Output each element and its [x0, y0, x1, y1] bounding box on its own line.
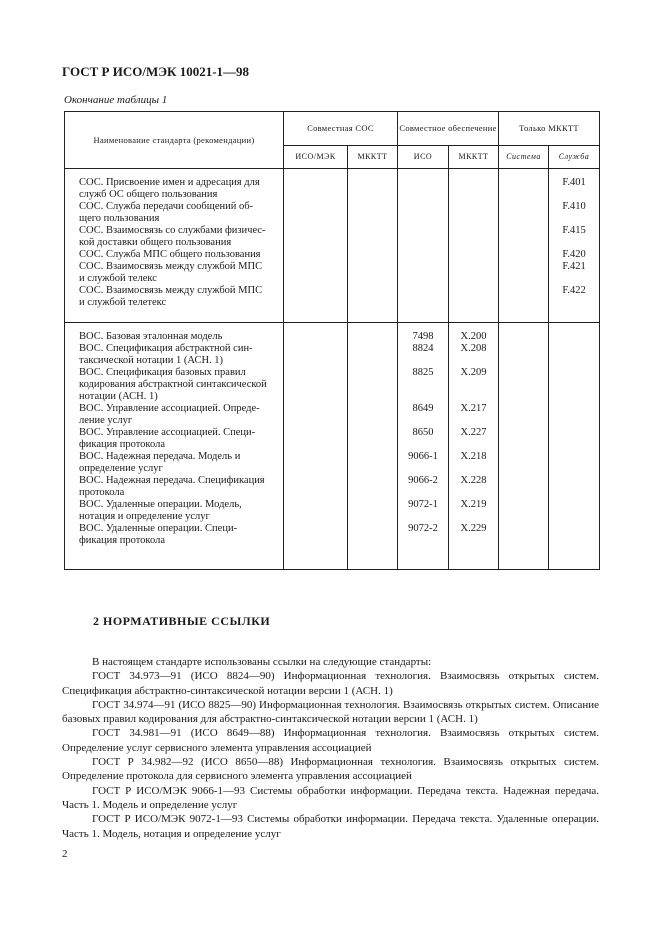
standard-name-line: СОС. Взаимосвязь между службой МПС	[79, 261, 263, 272]
header-iso-iec: ИСО/МЭК	[284, 145, 348, 168]
table-cell-value	[398, 535, 448, 547]
header-system: Система	[499, 145, 549, 168]
standard-name-line: ВОС. Спецификация базовых правил	[79, 367, 246, 378]
table-cell-value: 8825	[412, 367, 434, 378]
table-cell-value: F.422	[562, 285, 586, 296]
table-cell-value	[449, 415, 498, 427]
standards-table	[64, 111, 600, 570]
table-cell-value	[398, 463, 448, 475]
page-number: 2	[62, 848, 68, 860]
table-cell-value	[549, 213, 599, 225]
table-cell-value	[449, 487, 498, 499]
table-cell-value: X.208	[460, 343, 487, 354]
standard-name-line: ВОС. Управление ассоциацией. Специ-	[79, 427, 256, 438]
table-cell-value: 8824	[412, 343, 434, 354]
standard-name-line: ВОС. Надежная передача. Модель и	[79, 451, 241, 462]
standard-name-line: протокола	[79, 487, 125, 498]
table-cell-value: F.401	[562, 177, 586, 188]
table-cell-value	[398, 511, 448, 523]
table-cell-value: 9072-1	[408, 499, 438, 510]
table-cell-value: X.200	[460, 331, 487, 342]
standard-name-line: нотация и определение услуг	[79, 511, 210, 522]
standard-name-line: ВОС. Удаленные операции. Модель,	[79, 499, 242, 510]
table-cell-value: X.229	[460, 523, 487, 534]
standard-name-line: нотации (АСН. 1)	[79, 391, 158, 402]
table-group-vos	[65, 323, 600, 570]
body-paragraph: ГОСТ 34.973—91 (ИСО 8824—90) Информационная технология. Взаимосвязь открытых систем. Спецификация абстрактно-синтаксической нотации версии 1 (АСН. 1)	[62, 670, 599, 697]
header-iso: ИСО	[398, 145, 449, 168]
table-cell-value: 9066-2	[408, 475, 438, 486]
standard-name-line: ВОС. Управление ассоциацией. Опреде-	[79, 403, 260, 414]
section-title: 2 НОРМАТИВНЫЕ ССЫЛКИ	[93, 614, 271, 628]
table-cell-value: 9072-2	[408, 523, 438, 534]
table-cell-value: F.410	[562, 201, 586, 212]
standard-name-line: определение услуг	[79, 463, 163, 474]
header-joint-support: Совместное обеспечение	[398, 112, 499, 146]
table-cell-value	[398, 487, 448, 499]
table-cell-value	[449, 463, 498, 475]
standard-name-line: и службой телетекс	[79, 297, 167, 308]
standard-name-line: ВОС. Надежная передача. Спецификация	[79, 475, 265, 486]
document-header: ГОСТ Р ИСО/МЭК 10021-1—98	[62, 64, 250, 79]
standard-name-line: таксической нотации 1 (АСН. 1)	[79, 355, 224, 366]
header-only-mkktt: Только МККТТ	[499, 112, 600, 146]
standard-name-line: ВОС. Спецификация абстрактной син-	[79, 343, 253, 354]
table-cell-value: X.219	[460, 499, 487, 510]
body-paragraph: ГОСТ Р ИСО/МЭК 9072-1—93 Системы обработки информации. Передача текста. Удаленные операции. Часть 1. Модель, нотация и определение услуг	[62, 813, 599, 840]
header-standard-name: Наименование стандарта (рекомендации)	[65, 112, 284, 169]
table-cell-value: 8649	[412, 403, 434, 414]
standard-name-line: ВОС. Базовая эталонная модель	[79, 331, 223, 342]
table-cell-value	[398, 415, 448, 427]
body-paragraph: ГОСТ 34.974—91 (ИСО 8825—90) Информационная технология. Взаимосвязь открытых систем. Описание базовых правил кодирования для абстрактно-синтаксической нотации версии 1 (АСН. 1)	[62, 698, 599, 726]
table-group-cos	[65, 169, 600, 323]
header-mkktt: МККТТ	[348, 145, 398, 168]
standard-name-line: фикация протокола	[79, 439, 165, 450]
standard-name-line: щего пользования	[79, 213, 160, 224]
table-cell-value	[549, 189, 599, 201]
standard-name-line: ление услуг	[79, 415, 133, 426]
table-cell-value: 7498	[412, 331, 434, 342]
table-cell-value	[549, 273, 599, 285]
group-vos-iso	[398, 323, 449, 570]
group-vos-names	[65, 323, 284, 570]
table-cell-value	[398, 355, 448, 367]
standard-name-line: кодирования абстрактной синтаксической	[79, 379, 267, 390]
table-cell-value: 9066-1	[408, 451, 438, 462]
header-mkktt-support: МККТТ	[449, 145, 499, 168]
table-cell-value	[398, 391, 448, 403]
table-cell-value: F.420	[562, 249, 586, 260]
header-joint-cos: Совместная СОС	[284, 112, 398, 146]
table-cell-value	[449, 511, 498, 523]
body-paragraph: В настоящем стандарте использованы ссылки на следующие стандарты:	[92, 656, 432, 668]
table-cell-value: X.209	[460, 367, 487, 378]
table-cell-value	[449, 355, 498, 367]
table-cell-value: 8650	[412, 427, 434, 438]
table-cell-value	[398, 379, 448, 391]
table-cell-value: F.415	[562, 225, 586, 236]
group-cos-service	[549, 169, 600, 323]
standard-name-line: СОС. Взаимосвязь со службами физичес-	[79, 225, 266, 236]
body-paragraph: ГОСТ Р 34.982—92 (ИСО 8650—88) Информационная технология. Взаимосвязь открытых систем. Определение протокола для сервисного элемента управления ассоциацией	[62, 756, 599, 783]
body-paragraph: ГОСТ 34.981—91 (ИСО 8649—88) Информационная технология. Взаимосвязь открытых систем. Определение услуг сервисного элемента управления ассоциацией	[62, 727, 599, 754]
table-caption: Окончание таблицы 1	[64, 94, 168, 106]
standard-name-line: и службой телекс	[79, 273, 157, 284]
table-cell-value	[398, 439, 448, 451]
body-paragraph: ГОСТ Р ИСО/МЭК 9066-1—93 Системы обработки информации. Передача текста. Надежная передача. Часть 1. Модель и определение услуг	[62, 784, 599, 811]
group-cos-names	[65, 169, 284, 323]
table-cell-value	[449, 379, 498, 391]
standard-name-line: служб ОС общего пользования	[79, 189, 218, 200]
table-cell-value: F.421	[562, 261, 586, 272]
group-vos-mkktt	[449, 323, 499, 570]
table-cell-value: X.217	[460, 403, 487, 414]
standard-name-line: фикация протокола	[79, 535, 165, 546]
table-cell-value	[549, 297, 599, 309]
standard-name-line: СОС. Служба МПС общего пользования	[79, 249, 261, 260]
standard-name-line: СОС. Взаимосвязь между службой МПС	[79, 285, 263, 296]
standard-name-line: СОС. Присвоение имен и адресация для	[79, 177, 260, 188]
table-cell-value	[449, 535, 498, 547]
table-cell-value: X.228	[460, 475, 487, 486]
standard-name-line: кой доставки общего пользования	[79, 237, 232, 248]
table-cell-value	[449, 439, 498, 451]
table-cell-value	[449, 391, 498, 403]
body-text	[62, 655, 599, 841]
table-cell-value: X.227	[460, 427, 487, 438]
standard-name-line: ВОС. Удаленные операции. Специ-	[79, 523, 238, 534]
header-service: Служба	[549, 145, 600, 168]
table-cell-value	[549, 237, 599, 249]
table-cell-value: X.218	[460, 451, 487, 462]
standard-name-line: СОС. Служба передачи сообщений об-	[79, 201, 254, 212]
